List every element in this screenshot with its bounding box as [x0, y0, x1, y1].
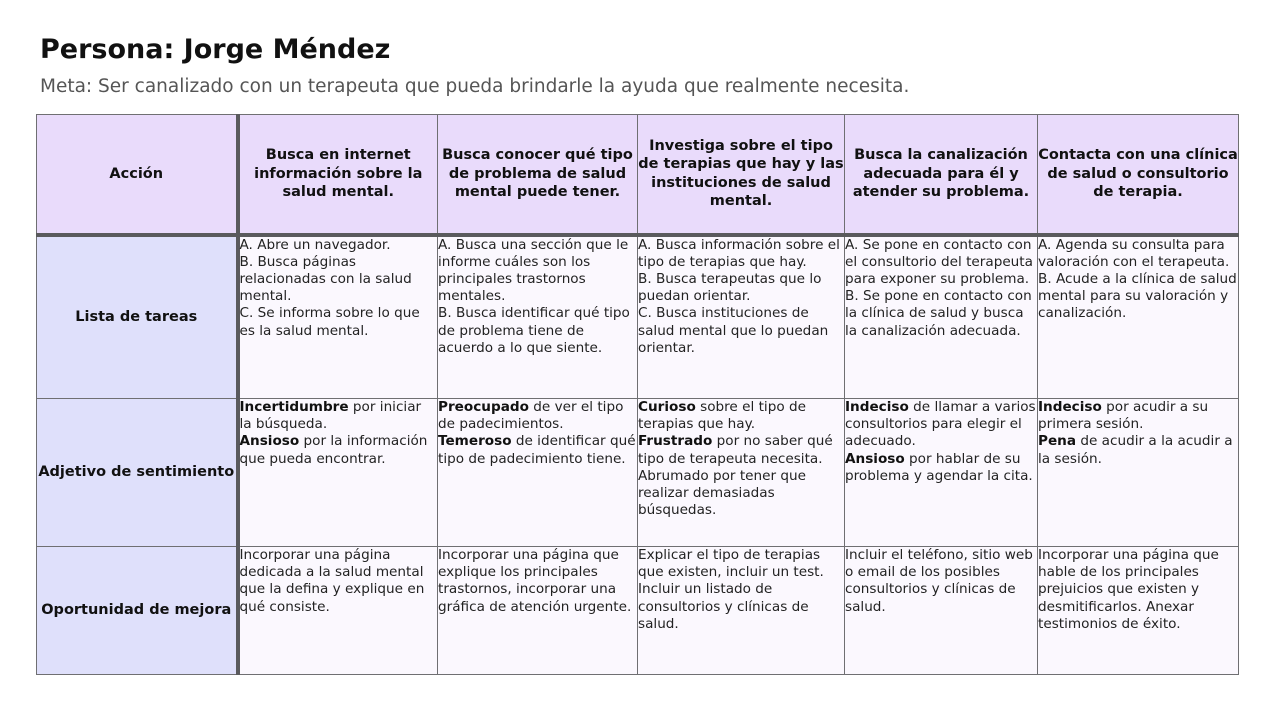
- feeling-text: de llamar a varios consultorios para elegir el adecuado.: [845, 399, 1036, 450]
- tasks-cell-4: [845, 235, 1038, 399]
- feeling-text: por hablar de su problema y agendar la cita.: [845, 450, 1033, 484]
- task-item: B. Busca terapeutas que lo puedan orientar.: [638, 270, 822, 305]
- feeling-adjective: Indeciso: [1038, 399, 1102, 415]
- opportunity-cell-3: Explicar el tipo de terapias que existen, incluir un test. Incluir un listado de consultorios y clínicas de salud.: [638, 547, 845, 675]
- task-item: A. Se pone en contacto con el consultorio del terapeuta para exponer su problema.: [845, 236, 1033, 287]
- feeling-text: por no saber qué tipo de terapeuta necesita. Abrumado por tener que realizar demasiadas búsquedas.: [638, 433, 833, 519]
- action-cell-3: Investiga sobre el tipo de terapias que hay y las instituciones de salud mental.: [638, 115, 845, 235]
- feeling-adjective: Ansioso: [239, 433, 300, 450]
- tasks-cell-3: [638, 235, 845, 399]
- tasks-cell-5: [1038, 235, 1239, 399]
- action-row: [37, 115, 1239, 235]
- feeling-text: de identificar qué tipo de padecimiento tiene.: [438, 433, 636, 467]
- row-label-opportunity: Oportunidad de mejora: [37, 547, 238, 675]
- task-item: A. Busca información sobre el tipo de terapias que hay.: [638, 236, 840, 270]
- opportunity-cell-2: Incorporar una página que explique los principales trastornos, incorporar una gráfica de atención urgente.: [438, 547, 638, 675]
- feeling-cell-4: [845, 399, 1038, 547]
- feeling-adjective: Preocupado: [438, 399, 529, 415]
- tasks-cell-2: [438, 235, 638, 399]
- feeling-text: por acudir a su primera sesión.: [1038, 399, 1209, 433]
- task-item: A. Agenda su consulta para valoración con el terapeuta.: [1038, 236, 1230, 270]
- task-item: B. Busca identificar qué tipo de problema tiene de acuerdo a lo que siente.: [438, 305, 630, 356]
- feeling-text: por la información que pueda encontrar.: [239, 433, 428, 467]
- feeling-adjective: Curioso: [638, 399, 696, 415]
- task-item: A. Busca una sección que le informe cuáles son los principales trastornos mentales.: [438, 236, 629, 305]
- tasks-row: [37, 235, 1239, 399]
- feeling-adjective: Indeciso: [845, 399, 909, 415]
- action-cell-4: Busca la canalización adecuada para él y atender su problema.: [845, 115, 1038, 235]
- task-item: C. Busca instituciones de salud mental que lo puedan orientar.: [638, 305, 829, 356]
- feeling-text: de ver el tipo de padecimientos.: [438, 399, 624, 433]
- action-cell-1: Busca en internet información sobre la salud mental.: [238, 115, 438, 235]
- task-item: C. Se informa sobre lo que es la salud mental.: [239, 305, 420, 339]
- task-item: A. Abre un navegador.: [239, 236, 391, 253]
- feeling-adjective: Ansioso: [845, 450, 905, 467]
- feelings-row: [37, 399, 1239, 547]
- feeling-cell-5: [1038, 399, 1239, 547]
- task-item: B. Se pone en contacto con la clínica de salud y busca la canalización adecuada.: [845, 288, 1032, 339]
- feeling-cell-2: [438, 399, 638, 547]
- row-label-feeling: Adjetivo de sentimiento: [37, 399, 238, 547]
- feeling-cell-1: [238, 399, 438, 547]
- task-item: B. Acude a la clínica de salud mental para su valoración y canalización.: [1038, 270, 1237, 322]
- goal-subtitle: Meta: Ser canalizado con un terapeuta que pueda brindarle la ayuda que realmente necesita.: [40, 76, 910, 97]
- feeling-text: por iniciar la búsqueda.: [239, 399, 422, 433]
- feeling-adjective: Pena: [1038, 433, 1077, 450]
- feeling-cell-3: [638, 399, 845, 547]
- tasks-cell-1: [238, 235, 438, 399]
- feeling-adjective: Temeroso: [438, 433, 512, 450]
- journey-map-table: [36, 114, 1239, 675]
- opportunity-cell-5: Incorporar una página que hable de los principales prejuicios que existen y desmitificarlos. Anexar testimonios de éxito.: [1038, 547, 1239, 675]
- feeling-text: de acudir a la acudir a la sesión.: [1038, 433, 1233, 467]
- opportunity-row: [37, 547, 1239, 675]
- row-label-tasks: Lista de tareas: [37, 235, 238, 399]
- feeling-text: sobre el tipo de terapias que hay.: [638, 399, 806, 433]
- opportunity-cell-4: Incluir el teléfono, sitio web o email de los posibles consultorios y clínicas de salud.: [845, 547, 1038, 675]
- row-label-action: Acción: [37, 115, 238, 235]
- action-cell-2: Busca conocer qué tipo de problema de salud mental puede tener.: [438, 115, 638, 235]
- task-item: B. Busca páginas relacionadas con la salud mental.: [239, 253, 412, 305]
- feeling-adjective: Frustrado: [638, 433, 713, 450]
- action-cell-5: Contacta con una clínica de salud o consultorio de terapia.: [1038, 115, 1239, 235]
- opportunity-cell-1: Incorporar una página dedicada a la salud mental que la defina y explique en qué consiste.: [238, 547, 438, 675]
- page-title: Persona: Jorge Méndez: [40, 34, 391, 65]
- feeling-adjective: Incertidumbre: [239, 399, 349, 415]
